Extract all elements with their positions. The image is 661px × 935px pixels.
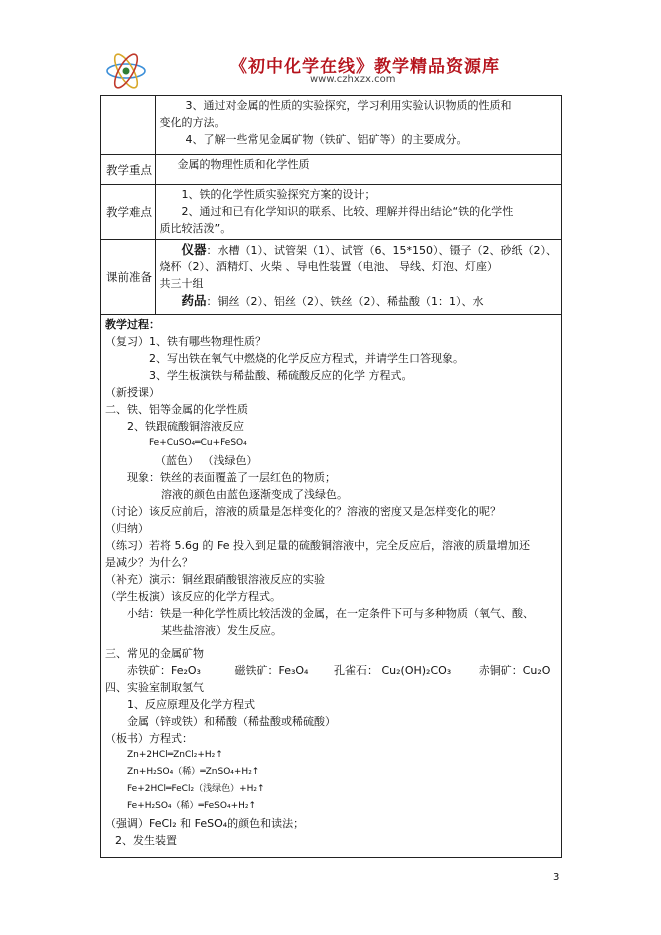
lesson-plan-table bbox=[100, 95, 562, 858]
instruments-label: 仪器 bbox=[181, 242, 207, 257]
difficulties-cell bbox=[155, 185, 562, 240]
difficulties-row bbox=[101, 185, 562, 240]
difficulty-line: 质比较活泼”。 bbox=[159, 222, 232, 235]
process-line: 2、写出铁在氧气中燃烧的化学反应方程式，并请学生口答现象。 bbox=[149, 352, 464, 365]
drugs-line bbox=[160, 292, 558, 309]
difficulty-line: 2、通过和已有化学知识的联系、比较、理解并得出结论“铁的化学性 bbox=[181, 205, 514, 218]
objectives-cell bbox=[155, 96, 562, 155]
process-section: 三、常见的金属矿物 bbox=[105, 647, 204, 660]
minerals-line bbox=[105, 662, 557, 679]
process-line: 是减少？为什么？ bbox=[105, 556, 193, 569]
instruments-line bbox=[160, 241, 558, 258]
process-line: 金属（锌或铁）和稀酸（稀盐酸或稀硫酸） bbox=[127, 715, 336, 728]
equation: Fe+CuSO₄═Cu+FeSO₄ bbox=[149, 438, 247, 448]
preparation-row bbox=[101, 240, 562, 315]
objective-line: 变化的方法。 bbox=[159, 116, 226, 129]
mineral-cuprite: 赤铜矿：Cu₂O bbox=[478, 664, 551, 677]
process-line: （板书）方程式： bbox=[105, 732, 193, 745]
banner-url: www.czhxzx.com bbox=[310, 74, 396, 85]
process-line: 现象：铁丝的表面覆盖了一层红色的物质； bbox=[127, 471, 336, 484]
process-heading: 教学过程： bbox=[105, 318, 160, 331]
process-line: 3、学生板演铁与稀盐酸、稀硫酸反应的化学 方程式。 bbox=[149, 369, 413, 382]
equation: Fe+2HCl═FeCl₂（浅绿色）+H₂↑ bbox=[127, 784, 265, 794]
process-cell bbox=[101, 315, 562, 858]
key-points-text: 金属的物理性质和化学性质 bbox=[177, 158, 310, 171]
process-line: （讨论）该反应前后，溶液的质量是怎样变化的？溶液的密度又是怎样变化的呢？ bbox=[105, 505, 501, 518]
mineral-hematite: 赤铁矿：Fe₂O₃ bbox=[127, 664, 201, 677]
key-points-cell bbox=[155, 155, 562, 185]
equation: Zn+H₂SO₄（稀）═ZnSO₄+H₂↑ bbox=[127, 767, 260, 777]
equation: Zn+2HCl═ZnCl₂+H₂↑ bbox=[127, 750, 223, 760]
difficulty-line: 1、铁的化学性质实验探究方案的设计； bbox=[181, 188, 376, 201]
atom-logo-icon bbox=[104, 49, 148, 93]
header-banner bbox=[100, 47, 562, 95]
drugs-text: ：铜丝（2）、铝丝（2）、铁丝（2）、稀盐酸（1：1）、水 bbox=[206, 295, 484, 308]
process-row bbox=[101, 315, 562, 858]
process-line: 溶液的颜色由蓝色逐渐变成了浅绿色。 bbox=[161, 488, 348, 501]
key-points-label: 教学重点 bbox=[101, 155, 156, 185]
process-line: 小结：铁是一种化学性质比较活泼的金属，在一定条件下可与多种物质（氧气、酸、 bbox=[127, 607, 534, 620]
instruments-line: 共三十组 bbox=[159, 277, 204, 290]
process-line: 2、发生装置 bbox=[115, 834, 177, 847]
key-points-row bbox=[101, 155, 562, 185]
process-line: （新授课） bbox=[105, 386, 160, 399]
process-line: （蓝色） （浅绿色） bbox=[155, 454, 258, 467]
banner-title: 《初中化学在线》教学精品资源库 bbox=[230, 57, 500, 77]
process-section: 四、实验室制取氢气 bbox=[105, 681, 204, 694]
mineral-magnetite: 磁铁矿：Fe₃O₄ bbox=[234, 664, 309, 677]
process-line: 1、反应原理及化学方程式 bbox=[127, 698, 255, 711]
process-line: 2、铁跟硫酸铜溶液反应 bbox=[127, 420, 244, 433]
process-section: 二、铁、铝等金属的化学性质 bbox=[105, 403, 248, 416]
instruments-text: ：水槽（1）、试管架（1）、试管（6、15*150）、镊子（2、砂纸（2）、 bbox=[206, 244, 557, 257]
process-line: （归纳） bbox=[105, 522, 149, 535]
process-line: （学生板演）该反应的化学方程式。 bbox=[105, 590, 281, 603]
mineral-malachite: 孔雀石： Cu₂(OH)₂CO₃ bbox=[333, 664, 452, 677]
preparation-cell bbox=[155, 240, 562, 315]
objectives-label-cell bbox=[101, 96, 156, 155]
process-line: 某些盐溶液）发生反应。 bbox=[161, 624, 282, 637]
difficulties-label: 教学难点 bbox=[101, 185, 156, 240]
objective-line: 4、了解一些常见金属矿物（铁矿、铝矿等）的主要成分。 bbox=[185, 133, 468, 146]
process-line: （强调）FeCl₂ 和 FeSO₄的颜色和读法； bbox=[105, 817, 305, 830]
process-line: （补充）演示：铜丝跟硝酸银溶液反应的实验 bbox=[105, 573, 325, 586]
process-line: （练习）若将 5.6g 的 Fe 投入到足量的硫酸铜溶液中，完全反应后，溶液的质量增加还 bbox=[105, 539, 530, 552]
drugs-label: 药品 bbox=[181, 293, 207, 308]
preparation-label: 课前准备 bbox=[101, 240, 156, 315]
page-number: 3 bbox=[553, 872, 560, 883]
process-line: （复习）1、铁有哪些物理性质？ bbox=[105, 335, 266, 348]
objective-line: 3、通过对金属的性质的实验探究，学习利用实验认识物质的性质和 bbox=[185, 99, 512, 112]
objectives-row bbox=[101, 96, 562, 155]
instruments-line: 烧杯（2）、酒精灯、火柴 、导电性装置（电池、 导线、灯泡、灯座） bbox=[159, 260, 498, 273]
equation: Fe+H₂SO₄（稀）═FeSO₄+H₂↑ bbox=[127, 801, 257, 811]
